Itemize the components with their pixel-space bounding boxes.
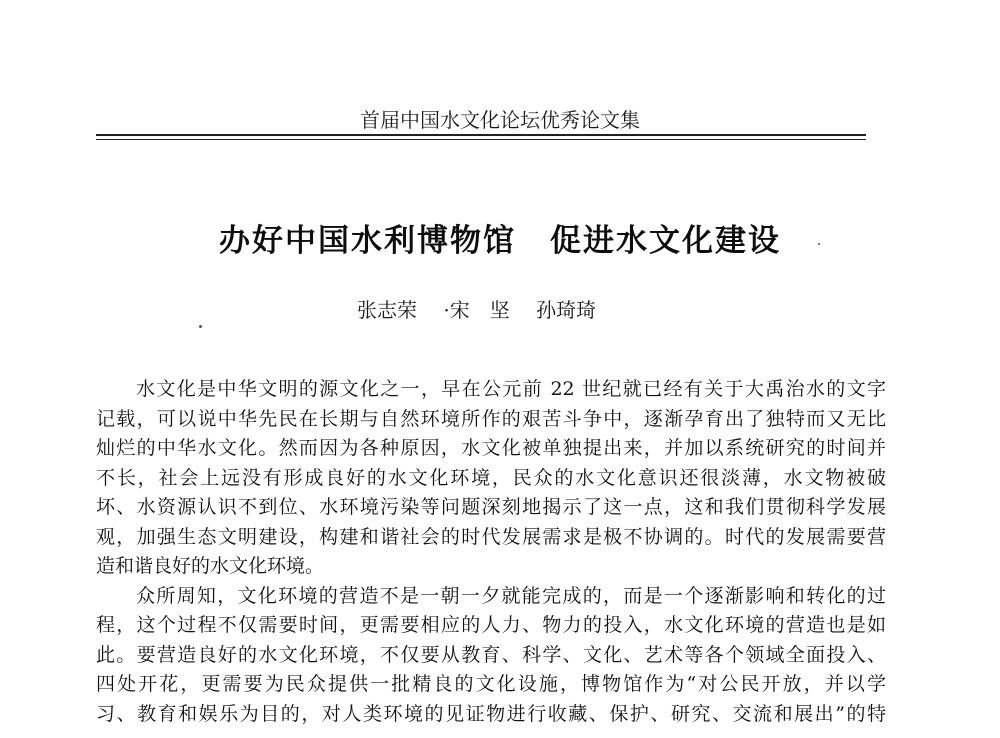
author-name: 孙琦琦 [536, 298, 597, 322]
text-line: 此。要营造良好的水文化环境，不仅要从教育、科学、文化、艺术等各个领域全面投入、 [96, 643, 886, 666]
text-line: 观，加强生态文明建设，构建和谐社会的时代发展需求是极不协调的。时代的发展需要营 [96, 525, 886, 548]
text-line: 灿烂的中华水文化。然而因为各种原因，水文化被单独提出来，并加以系统研究的时间并 [96, 437, 886, 459]
title-part-2: 促进水文化建设 [550, 223, 781, 259]
author-list [357, 294, 616, 323]
scan-speck [199, 325, 202, 328]
running-head: 首届中国水文化论坛优秀论文集 [360, 108, 640, 132]
text-line: 众所周知，文化环境的营造不是一朝一夕就能完成的，而是一个逐渐影响和转化的过 [136, 584, 886, 607]
header-rule-thin [96, 139, 866, 140]
text-line: 坏、水资源认识不到位、水环境污染等问题深刻地揭示了这一点，这和我们贯彻科学发展 [96, 496, 886, 518]
text-line: 程，这个过程不仅需要时间，更需要相应的人力、物力的投入，水文化环境的营造也是如 [96, 614, 886, 636]
text-line: 记载，可以说中华先民在长期与自然环境所作的艰苦斗争中，逐渐孕育出了独特而又无比 [96, 407, 886, 430]
title-part-1: 办好中国水利博物馆 [219, 223, 516, 259]
text-line: 习、教育和娱乐为目的，对人类环境的见证物进行收藏、保护、研究、交流和展出”的特 [96, 702, 886, 725]
body-text [96, 375, 886, 729]
article-title [0, 215, 1000, 260]
text-line: 水文化是中华文明的源文化之一，早在公元前 22 世纪就已经有关于大禹治水的文字 [136, 378, 886, 400]
author-name: 张志荣 [357, 298, 417, 322]
header-rule-thick [96, 134, 866, 136]
scan-speck [818, 243, 820, 245]
text-line: 四处开花，更需要为民众提供一批精良的文化设施，博物馆作为“对公民开放，并以学 [96, 673, 886, 695]
text-line: 不长，社会上远没有形成良好的水文化环境，民众的水文化意识还很淡薄，水文物被破 [96, 466, 886, 489]
text-line: 造和谐良好的水文化环境。 [96, 555, 325, 577]
author-name: ·宋 坚 [443, 298, 510, 322]
